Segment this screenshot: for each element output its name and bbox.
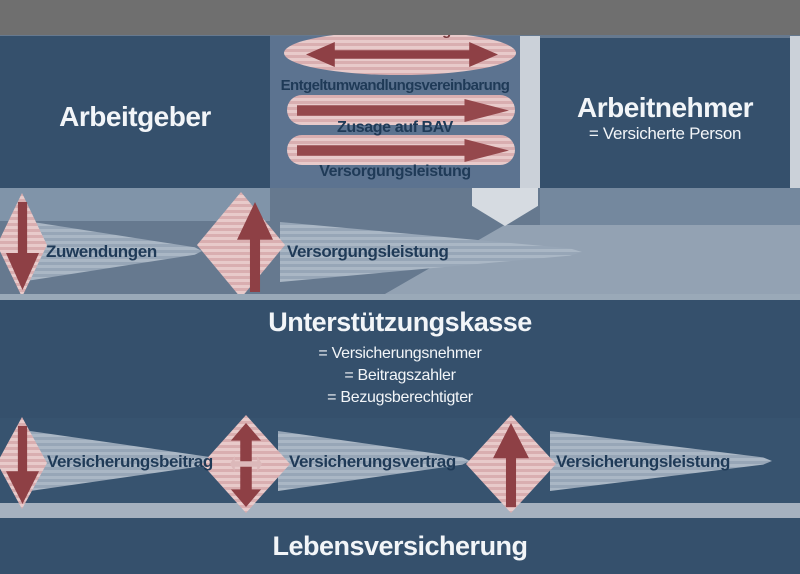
support-fund-band: [0, 300, 800, 418]
contract-label: Versicherungsvertrag: [289, 452, 456, 471]
title-bar: [0, 0, 800, 35]
divider: [0, 294, 800, 300]
life-insurance-band: [0, 518, 800, 574]
employer-box: [0, 36, 270, 188]
right-edge-highlight: [790, 36, 800, 188]
life-insurance-title: Lebensversicherung: [272, 530, 528, 561]
contributions-label: Zuwendungen: [46, 242, 157, 261]
premium-label: Versicherungsbeitrag: [47, 452, 213, 471]
pension-benefit-label: Versorgungsleistung: [319, 163, 471, 180]
insurance-band-light-strip: [0, 503, 800, 518]
fold-highlight: [520, 36, 540, 188]
support-fund-title: Unterstützungskasse: [268, 307, 532, 337]
salary-conversion-label: Entgeltumwandlungsvereinbarung: [280, 77, 510, 94]
employee-title: Arbeitnehmer: [576, 92, 754, 123]
pension-promise-label: Zusage auf BAV: [337, 119, 453, 136]
employer-title: Arbeitgeber: [59, 101, 211, 132]
support-fund-role: = Beitragszahler: [344, 367, 456, 384]
insurance-benefit-label: Versicherungsleistung: [556, 452, 730, 471]
support-fund-role: = Bezugsberechtigter: [327, 389, 473, 406]
employee-subtitle: = Versicherte Person: [588, 124, 742, 143]
benefits-label: Versorgungsleistung: [287, 242, 449, 261]
employee-box: [540, 38, 790, 188]
support-fund-role: = Versicherungsnehmer: [318, 345, 482, 362]
